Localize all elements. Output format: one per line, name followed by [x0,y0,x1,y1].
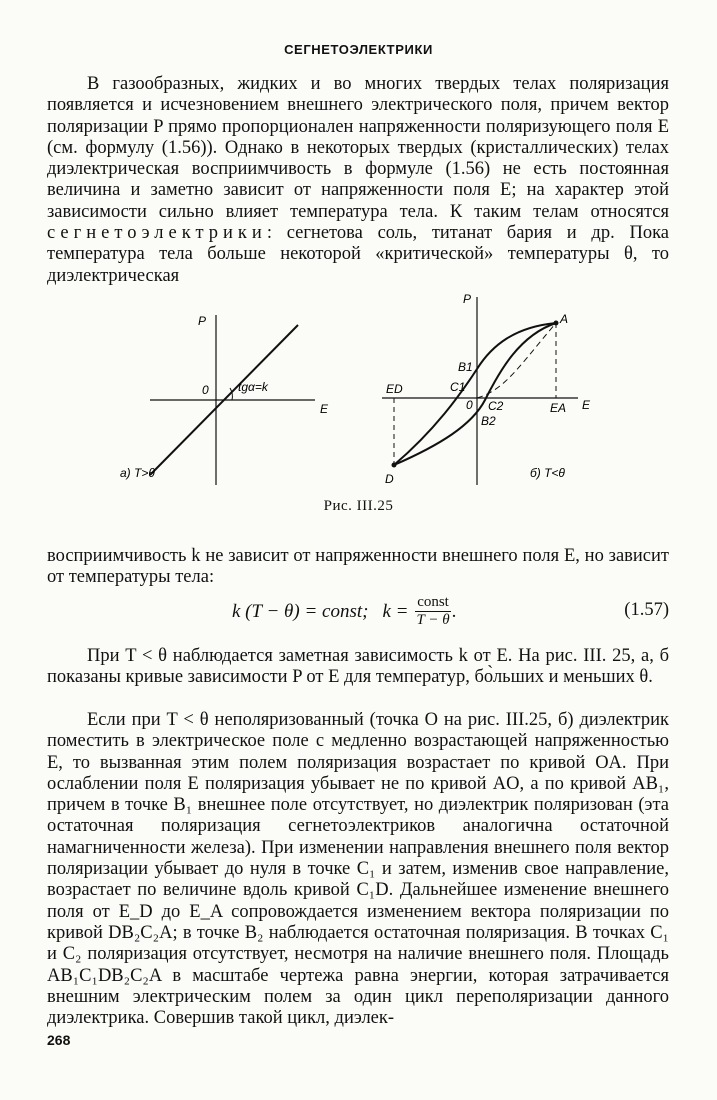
paragraph-1-part-2: : сегнетова соль, титанат бария и др. Пока температура тела больше некоторой «критической» температуры θ, то диэлектрическая [47,223,669,286]
right-caption: б) T<θ [530,466,565,480]
left-tg-label: tgα=k [238,380,268,394]
right-c2-label: C2 [488,399,504,413]
equation-number: (1.57) [624,600,669,620]
right-b2-label: B2 [481,414,496,428]
paragraph-2: восприимчивость k не зависит от напряженности внешнего поля E, но зависит от температуры тела: [47,546,669,588]
formula-1-57 [47,590,669,636]
left-p-label: P [198,314,207,328]
running-header: СЕГНЕТОЭЛЕКТРИКИ [284,42,433,57]
formula-end: . [451,600,457,622]
left-origin-label: 0 [202,383,209,397]
formula-numerator: const [417,594,449,610]
formula-left: k (T − θ) = const; [232,600,369,622]
formula-fraction [415,594,452,629]
left-caption: а) T>θ [120,466,155,480]
formula-body [232,594,456,629]
figure-iii-25 [120,285,600,495]
paragraph-1 [47,74,669,287]
figure-svg [120,285,600,495]
point-d [392,463,397,468]
right-ea-label: EA [550,401,567,415]
right-ed-label: ED [386,382,403,396]
formula-denominator: T − θ [416,612,450,628]
right-a-label: A [560,312,569,326]
page-number: 268 [47,1032,71,1048]
right-d-label: D [385,472,394,486]
paragraph-1-part-1: В газообразных, жидких и во многих твердых телах поляризация появляется и исчезновением внешнего электрического поля, причем вектор поляризации P прямо пропорционален напряженности поляризующего поля E (см. формулу (1.56)). Однако в некоторых твердых (кристаллических) телах диэлектрическая восприимчивость в формуле (1.56) не есть постоянная величина и заметно зависит от напряженности поля E; на характер этой зависимости сильно влияет температура тела. К таким телам относятся [47,74,669,222]
paragraph-3: При T < θ наблюдается заметная зависимость k от E. На рис. III. 25, а, б показаны кривые зависимости P от E для температур, бо̀льших и меньших θ. [47,646,669,688]
formula-k: k = [382,600,409,622]
right-origin-label: 0 [466,398,473,412]
point-a [554,321,559,326]
figure-caption: Рис. III.25 [323,498,394,514]
right-e-label: E [582,398,591,412]
paragraph-4: Если при T < θ неполяризованный (точка O на рис. III.25, б) диэлектрик поместить в электрическое поле с медленно возрастающей напряженностью E, то вызванная этим полем поляризация возрастает по кривой OA. При ослаблении поля E поляризация убывает не по кривой AO, а по кривой AB₁, причем в точке B₁ внешнее поле отсутствует, но диэлектрик поляризован (эта остаточная поляризация сегнетоэлектриков аналогична остаточной намагниченности железа). При изменении направления внешнего поля вектор поляризации убывает до нуля в точке C₁ и затем, изменив свое направление, возрастает по величине вдоль кривой C₁D. Дальнейшее изменение внешнего поля от E_D до E_A сопровождается изменением вектора поляризации по кривой DB₂C₂A; в точке B₂ наблюдается остаточная поляризация. В точках C₁ и C₂ поляризация отсутствует, несмотря на наличие внешнего поля. Площадь AB₁C₁DB₂C₂A в масштабе чертежа равна энергии, которая затрачивается внешним электрическим полем за один цикл переполяризации данного диэлектрика. Совершив такой цикл, диэлек- [47,710,669,1029]
right-p-label: P [463,292,472,306]
term-segnetoelectrics: сегнетоэлектрики [47,223,267,244]
right-c1-label: C1 [450,380,466,394]
left-e-label: E [320,402,329,416]
right-b1-label: B1 [458,360,473,374]
right-descending-branch [394,323,556,465]
